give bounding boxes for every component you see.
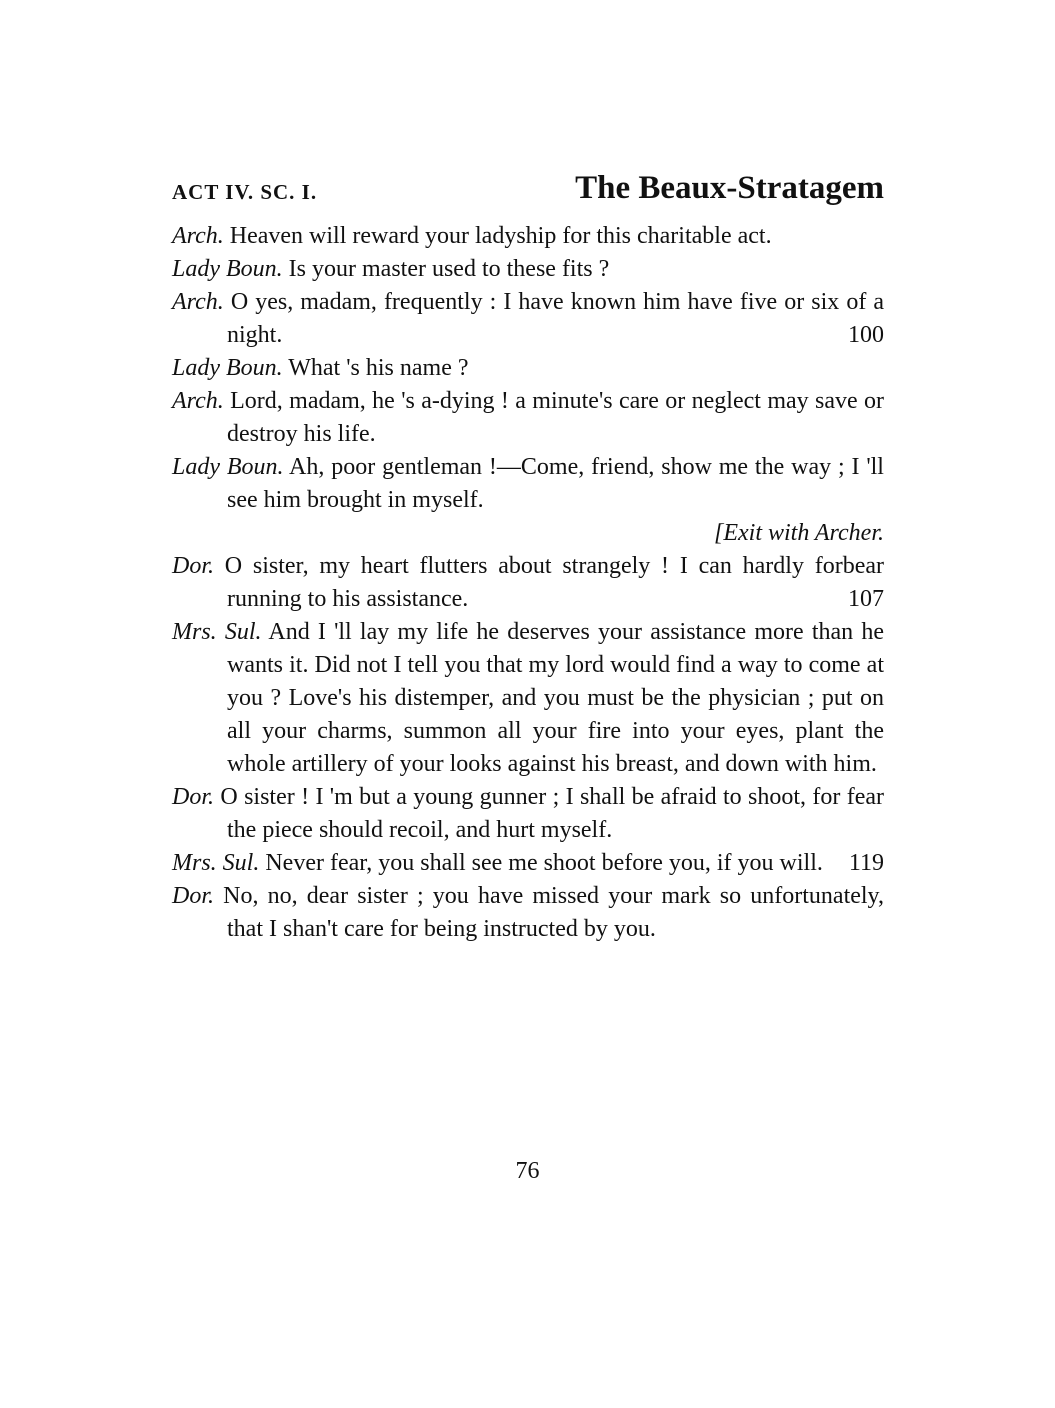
speaker: Mrs. Sul. — [172, 619, 262, 645]
speech — [172, 352, 884, 385]
speech — [172, 286, 884, 352]
speech — [172, 550, 884, 616]
speech-text: What 's his name ? — [288, 355, 469, 381]
page-header — [172, 170, 884, 220]
speech-text: And I 'll lay my life he deserves your assistance more than he wants it. Did not I tell you that my lord would find a way to come at you ? Love's his distemper, and you must be the physician ; put on all your charms, summon all your fire into your eyes, plant the whole artillery of your looks against his breast, and down with him. — [227, 619, 884, 777]
speech — [172, 451, 884, 517]
speaker: Dor. — [172, 553, 215, 579]
speaker: Lady Boun. — [172, 256, 283, 282]
stage-direction: [Exit with Archer. — [714, 520, 884, 546]
speech — [172, 253, 884, 286]
book-title: The Beaux-Stratagem — [575, 170, 884, 206]
speech-text: O sister ! I 'm but a young gunner ; I shall be afraid to shoot, for fear the piece should recoil, and hurt myself. — [220, 784, 885, 843]
speaker: Lady Boun. — [172, 355, 283, 381]
speaker: Arch. — [172, 289, 224, 315]
line-number: 107 — [848, 586, 884, 612]
speech — [172, 385, 884, 451]
line-number: 119 — [848, 850, 884, 876]
page-number: 76 — [515, 1158, 540, 1184]
speech — [172, 616, 884, 781]
speech-text: O sister, my heart flutters about strangely ! I can hardly forbear running to his assistance. — [224, 553, 884, 612]
speaker: Mrs. Sul. — [172, 850, 260, 876]
speech-text: Ah, poor gentleman !—Come, friend, show me the way ; I 'll see him brought in myself. — [227, 454, 884, 513]
speech-text: Never fear, you shall see me shoot before you, if you will. — [265, 850, 823, 876]
speech — [172, 220, 884, 253]
speaker: Dor. — [172, 883, 215, 909]
speech-text: Lord, madam, he 's a-dying ! a minute's care or neglect may save or destroy his life. — [227, 388, 885, 447]
speech-text: No, no, dear sister ; you have missed your mark so unfortunately, that I shan't care for being instructed by you. — [223, 883, 884, 942]
speaker: Dor. — [172, 784, 215, 810]
speech — [172, 880, 884, 946]
speaker: Lady Boun. — [172, 454, 284, 480]
speaker: Arch. — [172, 388, 224, 414]
running-head: ACT IV. SC. I. — [172, 180, 318, 204]
line-number: 100 — [848, 322, 884, 348]
speech — [172, 847, 884, 880]
speaker: Arch. — [172, 223, 224, 249]
speech-text: O yes, madam, frequently : I have known him have five or six of a night. — [227, 289, 885, 348]
speech-text: Is your master used to these fits ? — [288, 256, 610, 282]
speech — [172, 781, 884, 847]
page — [172, 170, 884, 946]
play-text — [172, 220, 884, 946]
speech-text: Heaven will reward your ladyship for this charitable act. — [229, 223, 772, 249]
